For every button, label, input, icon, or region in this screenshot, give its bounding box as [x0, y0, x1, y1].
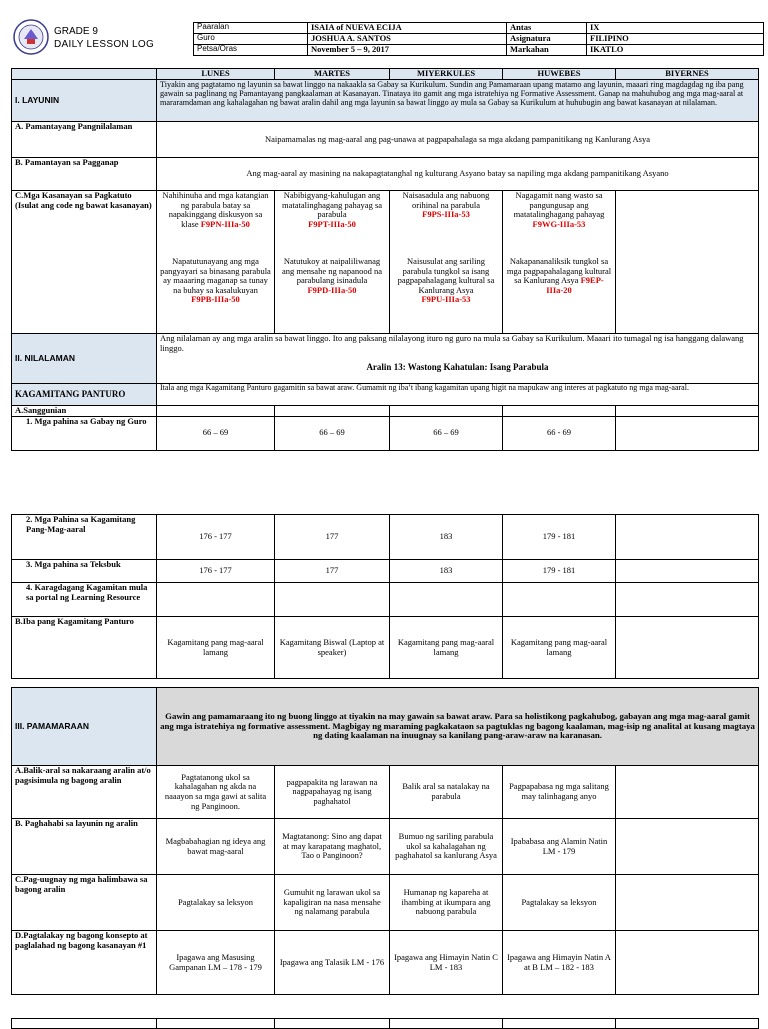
pagtalakay-value: Ipagawa ang Talasik LM - 176 — [275, 931, 390, 995]
teksbuk-value: 179 - 181 — [503, 560, 616, 583]
paghahabi-label: B. Paghahabi sa layunin ng aralin — [12, 819, 157, 875]
kagamitang-mag-aaral-value: 179 - 181 — [503, 515, 616, 560]
balik-aral-value — [616, 766, 759, 819]
header-value: IX — [587, 23, 764, 34]
pamamaraan-label: III. PAMAMARAAN — [12, 688, 157, 766]
header-value: IKATLO — [587, 45, 764, 56]
gabay-guro-label: 1. Mga pahina sa Gabay ng Guro — [12, 416, 157, 450]
iba-pang-kagamitan-value: Kagamitang pang mag-aaral lamang — [503, 617, 616, 679]
kagamitang-mag-aaral-value: 183 — [390, 515, 503, 560]
iba-pang-kagamitan-value: Kagamitang pang mag-aaral lamang — [390, 617, 503, 679]
karagdagang-kagamitan-value — [157, 583, 275, 617]
kagamitang-mag-aaral-value: 176 - 177 — [157, 515, 275, 560]
pag-uugnay-value: Humanap ng kapareha at ihambing at ikumpara ang nabuong parabula — [390, 875, 503, 931]
pagtalakay-value: Ipagawa ang Himayin Natin C LM - 183 — [390, 931, 503, 995]
gabay-guro-value: 66 - 69 — [503, 416, 616, 450]
kasanayan-text: Naisusulat ang sariling parabula tungkol sa isang pagpapahalagang kultural sa Kanlurang Asya — [397, 256, 495, 295]
kasanayan-title: C.Mga Kasanayan sa Pagkatuto — [15, 190, 132, 200]
kasanayan-text: Nahihinuha and mga katangian ng parabula batay sa napakinggang diskusyon sa klase — [162, 190, 269, 229]
competency-code: F9PD-IIIa-50 — [307, 284, 357, 295]
header-label: Antas — [507, 23, 587, 34]
day-header-biyernes: BIYERNES — [616, 69, 759, 80]
kagamitang-mag-aaral-label: 2. Mga Pahina sa Kagamitang Pang-Mag-aaral — [12, 515, 157, 560]
kagamitan-label: KAGAMITANG PANTURO — [12, 384, 157, 406]
balik-aral-value: pagpapakita ng larawan na nagpapahayag ng isang paghahatol — [275, 766, 390, 819]
pamantayang-pangnilalaman-text: Naipamamalas ng mag-aaral ang pag-unawa at pagpapahalaga sa mga akdang pampanitikang ng Kanlurang Asya — [157, 122, 759, 158]
competency-code: F9EP-IIIa-20 — [546, 275, 604, 295]
gabay-guro-value: 66 – 69 — [157, 416, 275, 450]
lesson-table-part1 — [11, 68, 759, 451]
grade-label: GRADE 9 — [54, 26, 98, 37]
paghahabi-value — [616, 819, 759, 875]
header-label: Asignatura — [507, 34, 587, 45]
pag-uugnay-value: Gumuhit ng larawan ukol sa kapaligiran na nasa mensahe ng nalamang parabula — [275, 875, 390, 931]
kasanayan-text: Napatutunayang ang mga pangyayari sa binasang parabula ay maaaring maganap sa tunay na buhay sa kasalukuyan — [160, 256, 271, 295]
kasanayan-cell-miyerkules — [390, 191, 503, 334]
balik-aral-label: A.Balik-aral sa nakaraang aralin at/o pagsisimula ng bagong aralin — [12, 766, 157, 819]
iba-pang-kagamitan-value — [616, 617, 759, 679]
log-title: DAILY LESSON LOG — [54, 39, 155, 50]
kasanayan-cell-martes — [275, 191, 390, 334]
paghahabi-value: Magbabahagian ng ideya ang bawat mag-aaral — [157, 819, 275, 875]
aralin-title: Aralin 13: Wastong Kahatulan: Isang Parabula — [366, 362, 549, 373]
balik-aral-value: Balik aral sa natalakay na parabula — [390, 766, 503, 819]
paghahabi-value: Magtatanong: Sino ang dapat at may karapatang maghatol, Tao o Panginoon? — [275, 819, 390, 875]
header-label: Markahan — [507, 45, 587, 56]
pamantayan-pagganap-text: Ang mag-aaral ay masining na nakapagtatanghal ng kulturang Asyano batay sa napiling mga akdang pampanitikang Asyano — [157, 158, 759, 191]
competency-code: F9PN-IIIa-50 — [200, 218, 250, 229]
nilalaman-cell — [157, 334, 759, 384]
header-value: JOSHUA A. SANTOS — [308, 34, 507, 45]
pagtalakay-value: Ipagawa ang Himayin Natin A at B LM – 182 - 183 — [503, 931, 616, 995]
competency-code: F9PB-IIIa-50 — [191, 294, 240, 305]
kasanayan-cell-huwebes — [503, 191, 616, 334]
teksbuk-value: 176 - 177 — [157, 560, 275, 583]
pamantayan-pagganap-label: B. Pamantayan sa Pagganap — [12, 158, 157, 191]
day-header-martes: MARTES — [275, 69, 390, 80]
pagtalakay-value: Ipagawa ang Masusing Gampanan LM – 178 - 179 — [157, 931, 275, 995]
pamamaraan-text: Gawin ang pamamaraang ito ng buong linggo at tiyakin na may gawain sa bawat araw. Para sa holistikong pagkahubog, gabayan ang mga mag-aaral gamit ang mga istratehiya ng formative assessment. Magbigay ng maraming pagkakataon sa pagtuklas ng bagong kaalaman, mag-isip ng analital at kusang magtaya ng dating kaalaman na inuugnay sa kanilang pang-araw-araw na karanasan. — [157, 688, 759, 766]
teksbuk-value: 183 — [390, 560, 503, 583]
kagamitan-text: Itala ang mga Kagamitang Panturo gagamitin sa bawat araw. Gumamit ng iba’t ibang kagamitan upang higit na mapukaw ang interes at pagkatuto ng mga mag-aaral. — [157, 384, 759, 406]
pag-uugnay-label: C.Pag-uugnay ng mga halimbawa sa bagong aralin — [12, 875, 157, 931]
day-header-lunes: LUNES — [157, 69, 275, 80]
iba-pang-kagamitan-value: Kagamitang Biswal (Laptop at speaker) — [275, 617, 390, 679]
layunin-text: Tiyakin ang pagtatamo ng layunin sa bawat linggo na nakaakla sa Gabay sa Kurikulum. Sundin ang Pamamaraan upang matamo ang layunin, maaari ring magdagdag ng iba pang gawain sa paglinang ng Pamantayang pangkaalaman at Kasanayan. Tinataya ito gamit ang mga istratehiya ng Formative Assessment. Ganap na mahuhubog ang mga mag-aaral at mararamdaman ang kahalagahan ng bawat aralin dahil ang mga layunin sa bawat linggo ay mula sa Gabay sa Kurikulum at huhubugin ang bawat kasanayan at nilalaman. — [157, 80, 759, 122]
gabay-guro-value: 66 – 69 — [390, 416, 503, 450]
teksbuk-value — [616, 560, 759, 583]
paghahabi-value: Ipababasa ang Alamin Natin LM - 179 — [503, 819, 616, 875]
header-label: Paaralan — [194, 23, 308, 34]
karagdagang-kagamitan-value — [503, 583, 616, 617]
karagdagang-kagamitan-value — [390, 583, 503, 617]
kasanayan-cell-biyernes — [616, 191, 759, 334]
layunin-label: I. LAYUNIN — [12, 80, 157, 122]
header-value: November 5 – 9, 2017 — [308, 45, 507, 56]
lesson-table-part3 — [11, 687, 759, 995]
karagdagang-kagamitan-value — [616, 583, 759, 617]
sanggunian-label: A.Sanggunian — [12, 406, 157, 417]
kasanayan-cell-lunes — [157, 191, 275, 334]
header-value: ISAIA of NUEVA ECIJA — [308, 23, 507, 34]
day-header-huwebes: HUWEBES — [503, 69, 616, 80]
paghahabi-value: Bumuo ng sariling parabula ukol sa kahalagahan ng paghahatol sa kanlurang Asya — [390, 819, 503, 875]
karagdagang-kagamitan-value — [275, 583, 390, 617]
deped-seal — [13, 19, 49, 55]
day-header-miyerkules: MIYERKULES — [390, 69, 503, 80]
karagdagang-kagamitan-label: 4. Karagdagang Kagamitan mula sa portal ng Learning Resource — [12, 583, 157, 617]
pag-uugnay-value: Pagtalakay sa leksyon — [157, 875, 275, 931]
kasanayan-label — [12, 191, 157, 334]
kasanayan-text: Naisasadula ang nabuong orihinal na parabula — [402, 190, 490, 210]
gabay-guro-value — [616, 416, 759, 450]
lesson-table-part2 — [11, 514, 759, 679]
kagamitang-mag-aaral-value — [616, 515, 759, 560]
pagtalakay-value — [616, 931, 759, 995]
header-label: Petsa/Oras — [194, 45, 308, 56]
balik-aral-value: Pagpapabasa ng mga salitang may talinhagang anyo — [503, 766, 616, 819]
iba-pang-kagamitan-value: Kagamitang pang mag-aaral lamang — [157, 617, 275, 679]
competency-code: F9WG-IIIa-53 — [532, 218, 586, 229]
nilalaman-text: Ang nilalaman ay ang mga aralin sa bawat linggo. Ito ang paksang nilalayong ituro ng guro na mula sa Gabay sa Kurikulum. Maaari ito tumagal ng isa hanggang dalawang linggo. — [160, 333, 744, 353]
pagtalakay-label: D.Pagtalakay ng bagong konsepto at paglalahad ng bagong kasanayan #1 — [12, 931, 157, 995]
teksbuk-label: 3. Mga pahina sa Teksbuk — [12, 560, 157, 583]
competency-code: F9PS-IIIa-53 — [422, 209, 470, 220]
gabay-guro-value: 66 – 69 — [275, 416, 390, 450]
nilalaman-label: II. NILALAMAN — [12, 334, 157, 384]
iba-pang-kagamitan-label: B.Iba pang Kagamitang Panturo — [12, 617, 157, 679]
kagamitang-mag-aaral-value: 177 — [275, 515, 390, 560]
kasanayan-text: Nakapananaliksik tungkol sa mga pagpapahalagang kultural sa Kanlurang Asya — [506, 256, 612, 286]
pamantayang-pangnilalaman-label: A. Pamantayang Pangnilalaman — [12, 122, 157, 158]
header-table — [193, 22, 764, 56]
competency-code: F9PU-IIIa-53 — [421, 294, 471, 305]
kasanayan-text: Nabibigyang-kahulugan ang matatalinghagang pahayag sa parabula — [281, 190, 383, 220]
header-value: FILIPINO — [587, 34, 764, 45]
kasanayan-text: Nagagamit nang wasto sa pangungusap ang matatalinghagang pahayag — [513, 190, 605, 220]
kasanayan-text: Natutukoy at naipaliliwanag ang mensahe ng napanood na parabulang isinadula — [281, 256, 383, 286]
competency-code: F9PT-IIIa-50 — [308, 218, 356, 229]
pag-uugnay-value — [616, 875, 759, 931]
teksbuk-value: 177 — [275, 560, 390, 583]
header-label: Guro — [194, 34, 308, 45]
balik-aral-value: Pagtatanong ukol sa kahalagahan ng akda na naaayon sa mga gawi at salita ng Panginoon. — [157, 766, 275, 819]
pag-uugnay-value: Pagtalakay sa leksyon — [503, 875, 616, 931]
kasanayan-sublabel: (Isulat ang code ng bawat kasanayan) — [15, 199, 152, 210]
